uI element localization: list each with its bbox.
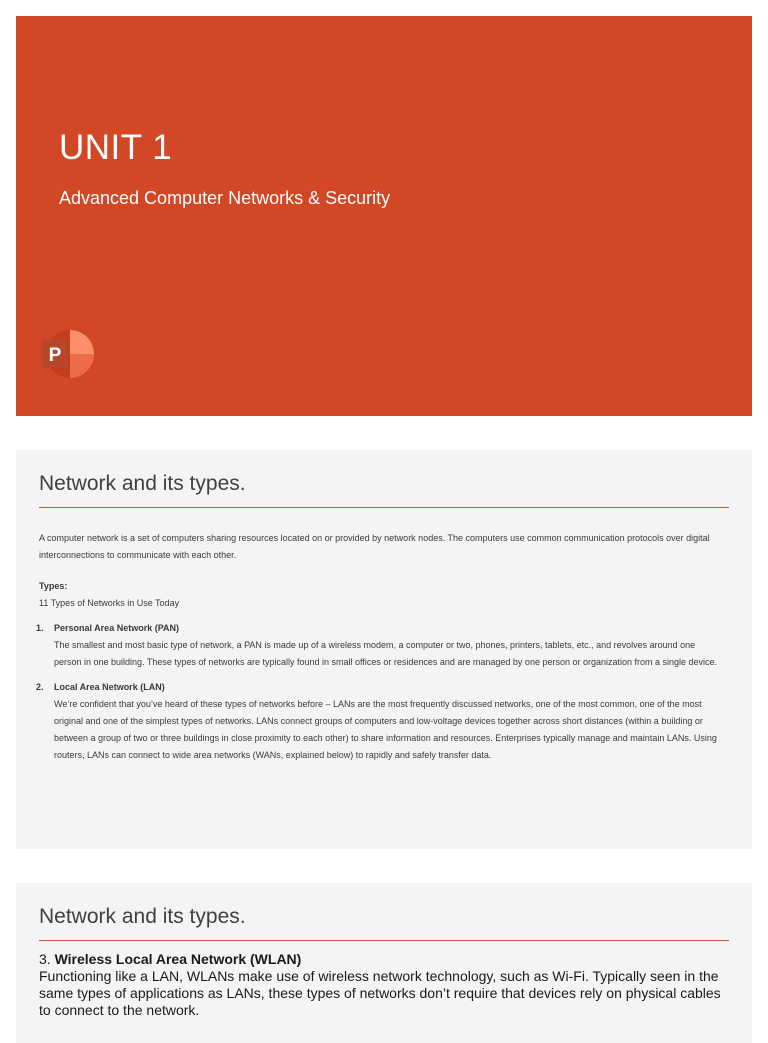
slide-heading: Network and its types.	[39, 905, 246, 928]
content-slide-1[interactable]	[16, 450, 752, 849]
title-slide[interactable]	[16, 16, 752, 416]
slide-body	[39, 951, 722, 1019]
slide-body	[36, 530, 722, 764]
powerpoint-logo-icon	[42, 330, 94, 378]
list-number: 1.	[36, 623, 44, 633]
content-slide-2[interactable]	[16, 883, 752, 1043]
heading-divider	[39, 507, 729, 508]
list-item	[36, 679, 722, 764]
list-number: 2.	[36, 682, 44, 692]
heading-divider	[39, 940, 729, 941]
list-number: 3.	[39, 951, 51, 967]
list-item	[36, 620, 722, 671]
slide-heading: Network and its types.	[39, 472, 246, 495]
intro-paragraph: A computer network is a set of computers sharing resources located on or provided by network nodes. The computers use common communication protocols over digital interconnections to communicate with each other.	[39, 533, 710, 560]
list-item-title: Wireless Local Area Network (WLAN)	[54, 951, 302, 967]
list-item-text: The smallest and most basic type of network, a PAN is made up of a wireless modem, a computer or two, phones, printers, tablets, etc., and revolves around one person in one building. These types of networks are typically found in small offices or residences and are managed by one person or organization from a single device.	[54, 640, 718, 667]
logo-letter: P	[48, 345, 62, 366]
list-item-title: Local Area Network (LAN)	[54, 682, 165, 692]
types-label: Types:	[39, 581, 68, 591]
list-item-text: We’re confident that you’ve heard of these types of networks before – LANs are the most frequently discussed networks, one of the most common, one of the most original and one of the simplest types of networks. LANs connect groups of computers and low-voltage devices together across short distances (within a building or between a group of two or three buildings in close proximity to each other) to share information and resources. Enterprises typically manage and maintain LANs. Using routers, LANs can connect to wide area networks (WANs, explained below) to rapidly and safely transfer data.	[54, 699, 717, 760]
list-item-title: Personal Area Network (PAN)	[54, 623, 180, 633]
list-item-text: Functioning like a LAN, WLANs make use of wireless network technology, such as Wi-Fi. Typically seen in the same types of applications as LANs, these types of networks don’t require that devices rely on physical cables to connect to the network.	[39, 968, 721, 1018]
slide-subtitle: Advanced Computer Networks & Security	[59, 188, 391, 208]
slide-title: UNIT 1	[59, 128, 173, 167]
types-subtitle: 11 Types of Networks in Use Today	[39, 598, 180, 608]
list-item-heading	[39, 951, 722, 968]
